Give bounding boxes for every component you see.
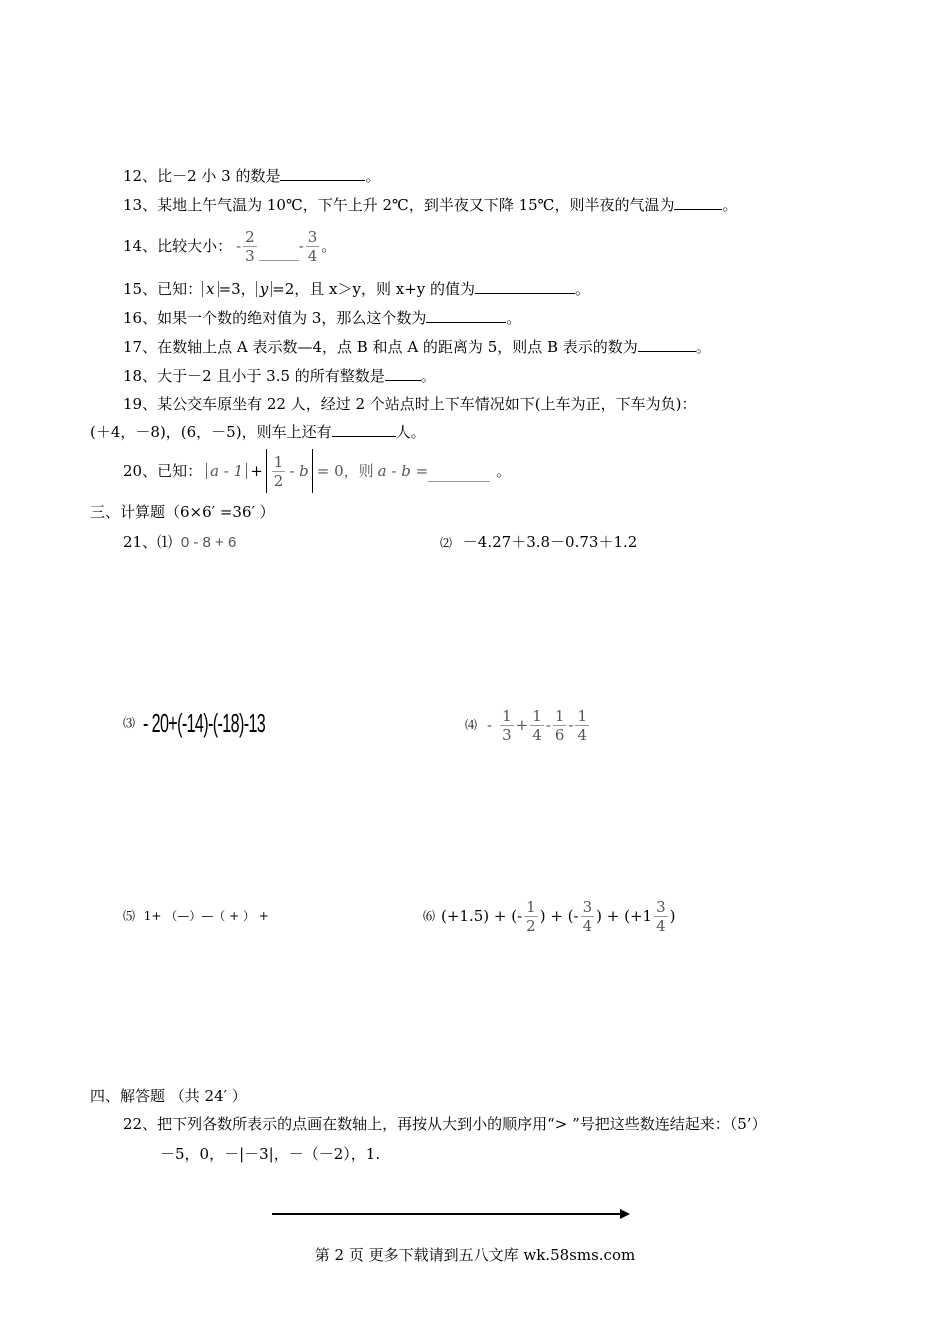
q15-eq2: =2，且 x＞y，则 x+y 的值为 [272,280,476,298]
section-4-title: 四、解答题 （共 24′ ） [90,1087,247,1105]
q20-end: 。 [496,462,512,480]
answer-blank[interactable] [428,467,490,482]
q17-text: 17、在数轴上点 A 表示数—4，点 B 和点 A 的距离为 5，则点 B 表示的数为 [123,338,638,356]
q20-eq0: = 0，则 [316,462,374,480]
denominator: 4 [532,725,542,744]
question-22-line1: 22、把下列各数所表示的点画在数轴上，再按从大到小的顺序用“> ”号把这些数连结起来：（5’） [123,1115,767,1133]
calc-5 [123,905,269,926]
calc-4-fraction-4 [575,707,589,744]
question-17 [123,337,711,357]
q12-text: 12、比－2 小 3 的数是 [123,167,281,185]
calc-6-fraction-2 [581,898,595,935]
calc-5-label: ⑸ [123,909,136,923]
q16-text: 16、如果一个数的绝对值为 3，那么这个数为 [123,309,427,327]
section-3-title: 三、计算题（6×6′ =36′ ） [90,503,275,521]
question-15 [123,279,590,299]
answer-blank[interactable] [674,195,722,210]
question-20 [123,448,511,494]
answer-blank[interactable] [475,279,575,294]
abs-half-minus-b [266,449,313,493]
calc-6-part-4: ) [669,907,676,925]
calc-1 [123,532,236,553]
plus-sign: + [250,462,263,480]
calc-6-part-1: (+1.5) + (- [441,907,523,925]
question-12 [123,166,381,186]
numerator: 2 [245,227,255,246]
calc-3 [123,703,340,743]
question-19-line1: 19、某公交车原坐有 22 人，经过 2 个站点时上下车情况如下(上车为正，下车为负)： [123,395,697,413]
q17-end: 。 [695,338,711,356]
answer-blank[interactable] [426,308,506,323]
operator: - [545,716,551,734]
q13-text: 13、某地上午气温为 10℃，下午上升 2℃，到半夜又下降 15℃，则半夜的气温为 [123,196,675,214]
calc-1-label: 21、⑴ [123,533,173,551]
question-19-line2 [90,422,426,442]
q14-fraction-1 [243,228,257,265]
calc-6-fraction-1 [524,898,538,935]
calc-6 [423,893,675,939]
calc-2-expr: －4.27＋3.8－0.73＋1.2 [462,533,638,551]
numerator: 1 [502,706,512,725]
calc-6-part-3: ) + (+1 [596,907,653,925]
q14-text: 14、比较大小： [123,237,233,255]
calc-6-part-2: ) + (- [539,907,579,925]
q15-end: 。 [575,280,591,298]
question-18 [123,366,436,386]
numerator: 1 [532,706,542,725]
answer-blank[interactable] [638,337,696,352]
denominator: 4 [656,916,666,935]
q14-end: 。 [321,237,337,255]
answer-blank[interactable] [280,166,365,181]
denominator: 4 [307,246,318,265]
calc-4-fraction-3 [553,707,567,744]
abs-a-minus-1: a - 1 [206,463,247,479]
denominator: 6 [554,725,565,744]
operator: + [515,716,529,734]
calc-2-label: ⑵ [440,536,453,550]
numerator: 1 [273,452,284,471]
calc-1-expr: 0 - 8 + 6 [180,534,237,551]
q14-minus1: - [236,237,242,255]
q12-end: 。 [365,167,381,185]
numerator: 3 [582,897,593,916]
numerator: 1 [526,897,536,916]
calc-3-expr: - 20+(-14)-(-18)-13 [143,708,266,738]
page-footer: 第 2 页 更多下载请到五八文库 wk.58sms.com [314,1246,636,1264]
question-14 [123,224,336,268]
q20-pre: 20、已知： [123,462,203,480]
calc-4 [465,703,591,747]
calc-4-label: ⑷ [465,718,478,732]
question-16 [123,308,521,328]
calc-6-label: ⑹ [423,909,436,923]
q15-pre: 15、已知： [123,280,203,298]
denominator: 3 [502,725,512,744]
numerator: 1 [577,706,588,725]
calc-4-fraction-1 [500,707,514,744]
a-minus-b: a - b = [377,462,429,480]
calc-6-fraction-3 [654,898,668,935]
question-13 [123,195,737,215]
calc-4-fraction-2 [530,707,544,744]
denominator: 2 [273,471,284,490]
minus-sign: - [487,716,493,734]
calc-2 [440,532,637,553]
q20-fraction [272,453,286,490]
abs-y: y [256,281,272,297]
q13-end: 。 [722,196,738,214]
answer-blank[interactable] [385,366,421,381]
q18-text: 18、大于－2 且小于 3.5 的所有整数是 [123,367,385,385]
q14-fraction-2 [306,228,320,265]
numerator: 3 [307,227,318,246]
question-22-numbers: －5，0，－|－3|，－（－2），1. [160,1145,381,1163]
q19-end: 人。 [395,423,426,441]
denominator: 2 [526,916,536,935]
number-line-arrow[interactable] [270,1206,632,1222]
q15-eq1: =3， [218,280,256,298]
operator: - [568,716,574,734]
q14-minus2: - [298,237,304,255]
answer-blank[interactable] [332,422,396,437]
minus-b: - b [289,462,309,480]
numerator: 3 [656,897,666,916]
denominator: 4 [582,916,593,935]
answer-blank[interactable] [259,246,299,261]
calc-5-expr: 1+ （—）—（ + ） + [143,909,269,923]
q19-line2-text: (＋4，－8)，(6，－5)，则车上还有 [90,423,332,441]
q18-end: 。 [420,367,436,385]
denominator: 3 [245,246,255,265]
abs-x: x [202,281,218,297]
numerator: 1 [554,706,565,725]
q16-end: 。 [506,309,522,327]
denominator: 4 [577,725,588,744]
calc-3-label: ⑶ [123,716,136,730]
